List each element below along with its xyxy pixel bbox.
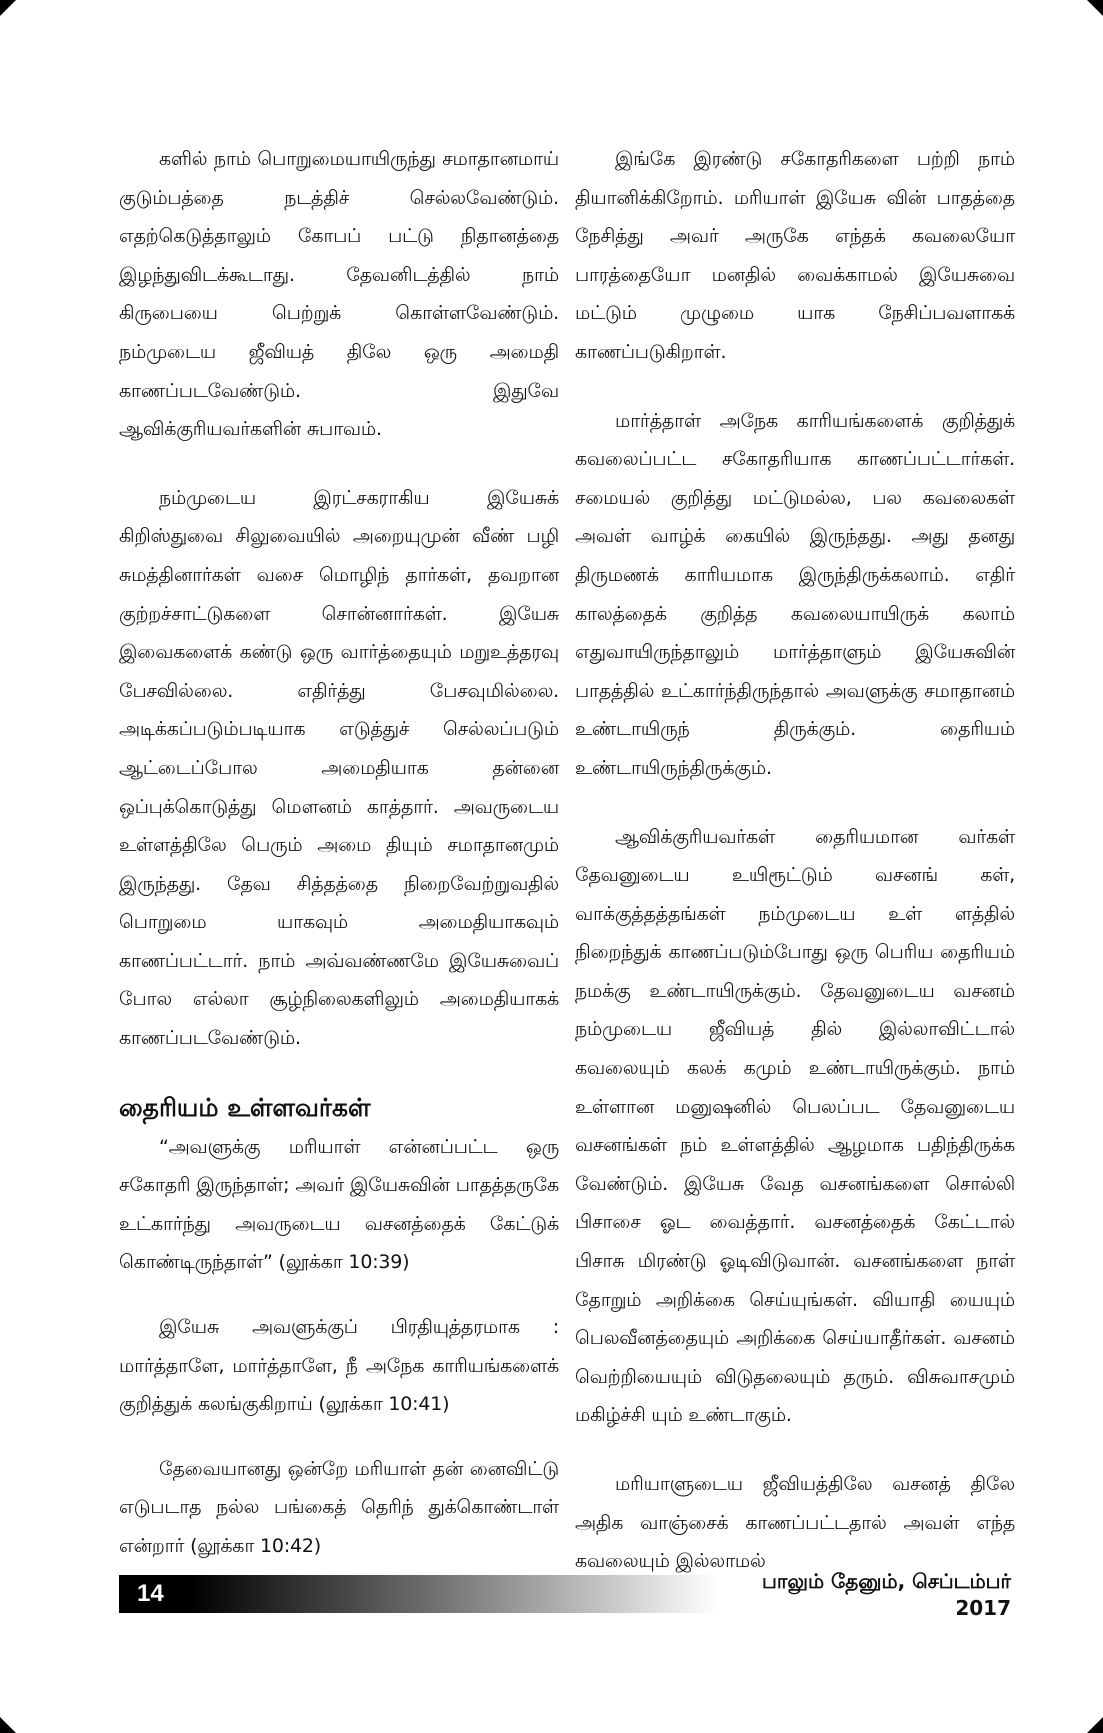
corner-mark-top-right — [1087, 0, 1103, 16]
scripture-quote: இயேசு அவளுக்குப் பிரதியுத்தரமாக : மார்த்தாளே, மார்த்தாளே, நீ அநேக காரியங்களைக் குறித்துக் கலங்குகிறாய் (லூக்கா 10:41) — [119, 1316, 559, 1416]
paragraph: நம்முடைய இரட்சகராகிய இயேசுக் கிறிஸ்துவை சிலுவையில் அறையுமுன் வீண் பழி சுமத்தினார்கள் வசை மொழிந் தார்கள், தவறான குற்றச்சாட்டுகளை சொன்னார்கள். இயேசு இவைகளைக் கண்டு ஒரு வார்த்தையும் மறுஉத்தரவு பேசவில்லை. எதிர்த்து பேசவுமில்லை. அடிக்கப்படும்படியாக எடுத்துச் செல்லப்படும் ஆட்டைப்போல அமைதியாக தன்னை ஒப்புக்கொடுத்து மௌனம் காத்தார். அவருடைய உள்ளத்திலே பெரும் அமை தியும் சமாதானமும் இருந்தது. தேவ சித்தத்தை நிறைவேற்றுவதில் பொறுமை யாகவும் அமைதியாகவும் காணப்பட்டார். நாம் அவ்வண்ணமே இயேசுவைப் போல எல்லா சூழ்நிலைகளிலும் அமைதியாகக் காணப்படவேண்டும். — [119, 486, 559, 1050]
paragraph: மரியாளுடைய ஜீவியத்திலே வசனத் திலே அதிக வாஞ்சைக் காணப்பட்டதால் அவள் எந்த கவலையும் இல்லாமல் — [575, 1473, 1015, 1573]
scripture-quote: தேவையானது ஒன்றே மரியாள் தன் னைவிட்டு எடுபடாத நல்ல பங்கைத் தெரிந் துக்கொண்டாள் என்றார் (லூக்கா 10:42) — [119, 1457, 559, 1557]
footer-gradient-bar — [119, 1575, 719, 1613]
publication-title: பாலும் தேனும், செப்டம்பர் 2017 — [762, 1568, 1011, 1620]
left-column — [119, 140, 559, 1592]
corner-mark-bottom-left — [0, 1717, 16, 1733]
paragraph: ஆவிக்குரியவர்கள் தைரியமான வர்கள் தேவனுடைய உயிரூட்டும் வசனங் கள், வாக்குத்தத்தங்கள் நம்முடைய உள் ளத்தில் நிறைந்துக் காணப்படும்போது ஒரு பெரிய தைரியம் நமக்கு உண்டாயிருக்கும். தேவனுடைய வசனம் நம்முடைய ஜீவியத் தில் இல்லாவிட்டால் கவலையும் கலக் கமும் உண்டாயிருக்கும். நாம் உள்ளான மனுஷனில் பெலப்பட தேவனுடைய வசனங்கள் நம் உள்ளத்தில் ஆழமாக பதிந்திருக்க வேண்டும். இயேசு வேத வசனங்களை சொல்லி பிசாசை ஓட வைத்தார். வசனத்தைக் கேட்டால் பிசாசு மிரண்டு ஓடிவிடுவான். வசனங்களை நாள் தோறும் அறிக்கை செய்யுங்கள். வியாதி யையும் பெலவீனத்தையும் அறிக்கை செய்யாதீர்கள். வசனம் வெற்றியையும் விடுதலையும் தரும். விசுவாசமும் மகிழ்ச்சி யும் உண்டாகும். — [575, 825, 1015, 1427]
page-footer — [119, 1568, 1011, 1620]
scripture-quote: “அவளுக்கு மரியாள் என்னப்பட்ட ஒரு சகோதரி இருந்தாள்; அவர் இயேசுவின் பாதத்தருகே உட்கார்ந்து அவருடைய வசனத்தைக் கேட்டுக் கொண்டிருந்தாள்” (லூக்கா 10:39) — [119, 1135, 559, 1274]
paragraph: மார்த்தாள் அநேக காரியங்களைக் குறித்துக் கவலைப்பட்ட சகோதரியாக காணப்பட்டார்கள். சமையல் குறித்து மட்டுமல்ல, பல கவலைகள் அவள் வாழ்க் கையில் இருந்தது. அது தனது திருமணக் காரியமாக இருந்திருக்கலாம். எதிர் காலத்தைக் குறித்த கவலையாயிருக் கலாம் எதுவாயிருந்தாலும் மார்த்தாளும் இயேசுவின் பாதத்தில் உட்கார்ந்திருந்தால் அவளுக்கு சமாதானம் உண்டாயிருந் திருக்கும். தைரியம் உண்டாயிருந்திருக்கும். — [575, 409, 1015, 779]
right-column — [575, 140, 1015, 1611]
corner-mark-bottom-right — [1087, 1717, 1103, 1733]
corner-mark-top-left — [0, 0, 16, 16]
paragraph: களில் நாம் பொறுமையாயிருந்து சமாதானமாய் குடும்பத்தை நடத்திச் செல்லவேண்டும். எதற்கெடுத்தாலும் கோபப் பட்டு நிதானத்தை இழந்துவிடக்கூடாது. தேவனிடத்தில் நாம் கிருபையை பெற்றுக் கொள்ளவேண்டும். நம்முடைய ஜீவியத் திலே ஒரு அமைதி காணப்படவேண்டும். இதுவே ஆவிக்குரியவர்களின் சுபாவம். — [119, 148, 559, 441]
page-number: 14 — [137, 1580, 164, 1607]
section-heading: தைரியம் உள்ளவர்கள் — [119, 1092, 371, 1122]
paragraph: இங்கே இரண்டு சகோதரிகளை பற்றி நாம் தியானிக்கிறோம். மரியாள் இயேசு வின் பாதத்தை நேசித்து அவர் அருகே எந்தக் கவலையோ பாரத்தையோ மனதில் வைக்காமல் இயேசுவை மட்டும் முழுமை யாக நேசிப்பவளாகக் காணப்படுகிறாள். — [575, 148, 1015, 363]
